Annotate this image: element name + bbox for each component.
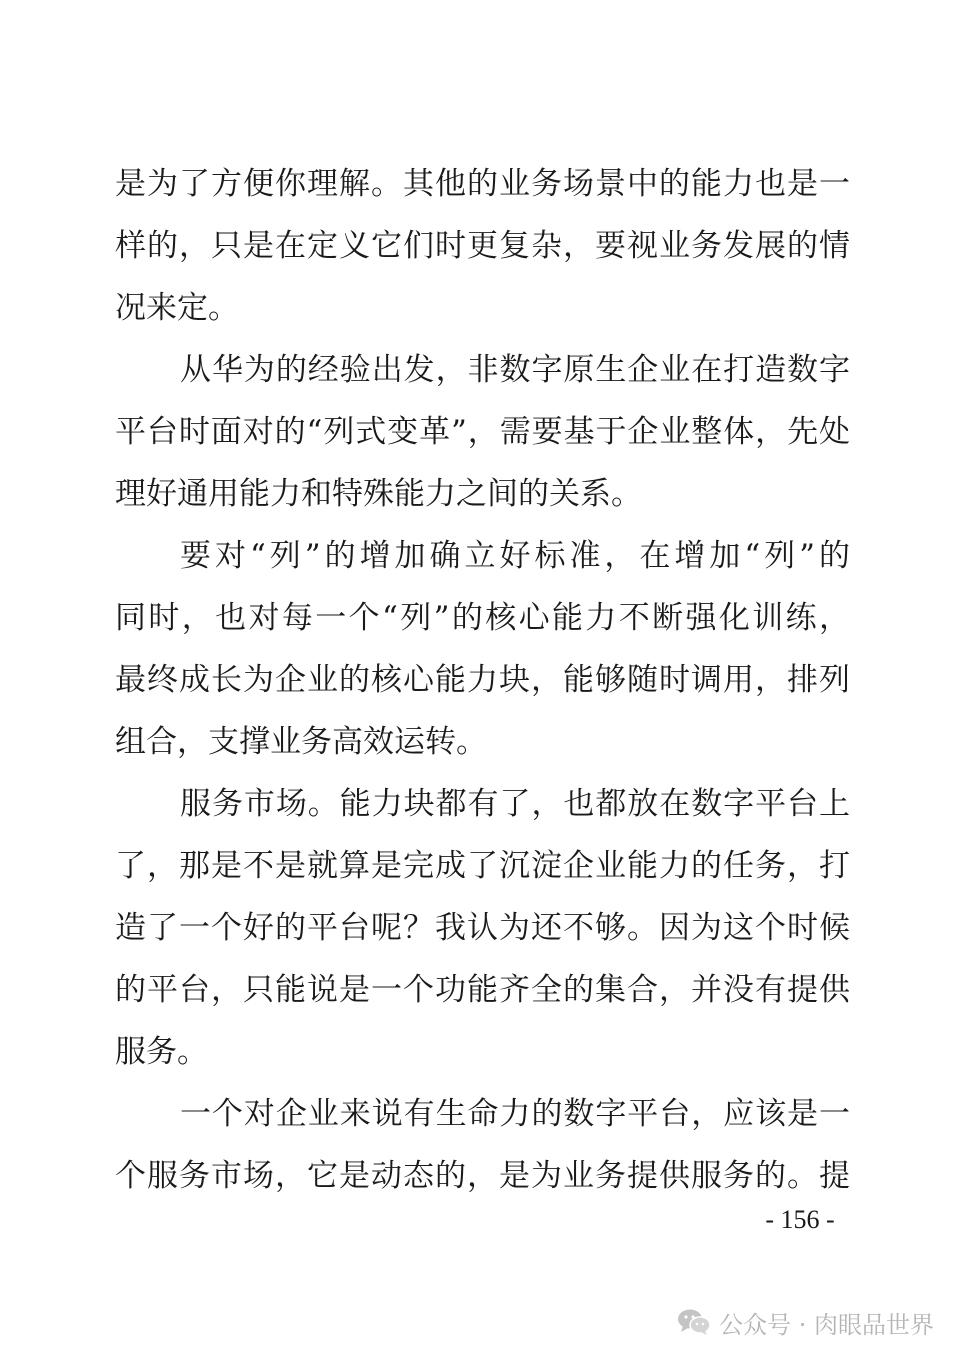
text-line: 样的，只是在定义它们时更复杂，要视业务发展的情 xyxy=(115,228,850,264)
text-line: 从华为的经验出发，非数字原生企业在打造数字 xyxy=(180,352,850,388)
text-line: 要对“列”的增加确立好标准，在增加“列”的 xyxy=(180,538,850,574)
text-line: 组合，支撑业务高效运转。 xyxy=(115,724,487,760)
text-line: 是为了方便你理解。其他的业务场景中的能力也是一 xyxy=(115,166,850,202)
text-line: 一个对企业来说有生命力的数字平台，应该是一 xyxy=(180,1096,850,1132)
text-line: 个服务市场，它是动态的，是为业务提供服务的。提 xyxy=(115,1158,850,1194)
text-line: 最终成长为企业的核心能力块，能够随时调用，排列 xyxy=(115,662,850,698)
page-number: - 156 - xyxy=(765,1205,835,1234)
text-line: 理好通用能力和特殊能力之间的关系。 xyxy=(115,476,642,512)
text-line: 造了一个好的平台呢？我认为还不够。因为这个时候 xyxy=(115,910,850,946)
text-line: 同时，也对每一个“列”的核心能力不断强化训练， xyxy=(115,600,850,636)
watermark-text: 公众号 · 肉眼品世界 xyxy=(719,1310,934,1339)
text-line: 平台时面对的“列式变革”，需要基于企业整体，先处 xyxy=(115,414,850,450)
watermark xyxy=(677,1302,934,1342)
text-line: 服务。 xyxy=(115,1034,208,1070)
text-line: 服务市场。能力块都有了，也都放在数字平台上 xyxy=(180,786,850,822)
text-line: 了，那是不是就算是完成了沉淀企业能力的任务，打 xyxy=(115,848,850,884)
text-line: 的平台，只能说是一个功能齐全的集合，并没有提供 xyxy=(115,972,850,1008)
wechat-icon xyxy=(677,1308,711,1336)
text-line: 况来定。 xyxy=(115,290,239,326)
